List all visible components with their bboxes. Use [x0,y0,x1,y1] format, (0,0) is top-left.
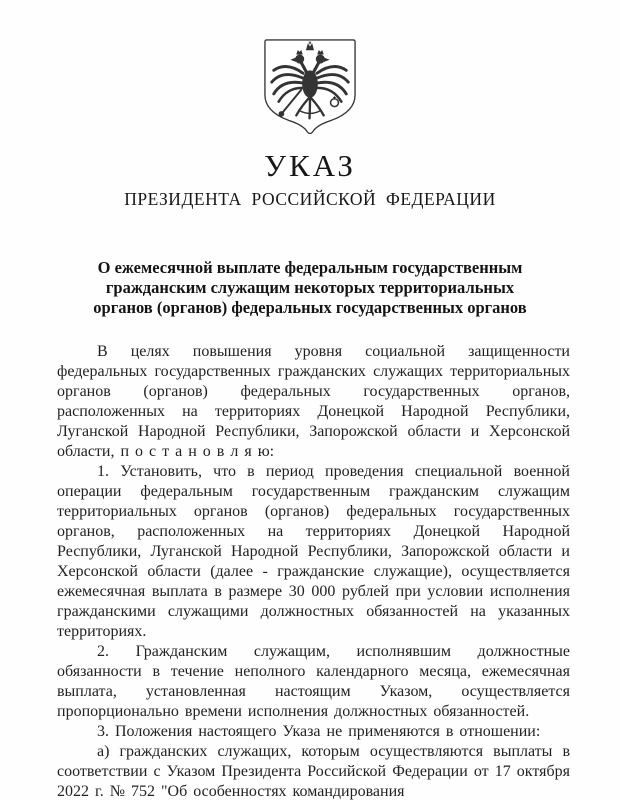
decree-subtitle: ПРЕЗИДЕНТА РОССИЙСКОЙ ФЕДЕРАЦИИ [124,189,496,209]
decree-subject-heading: О ежемесячной выплате федеральным государственным гражданским служащим некоторых территориальных органов (органов) федеральных государственных органов [93,258,527,317]
item-3-paragraph: 3. Положения настоящего Указа не применяются в отношении: [97,723,541,740]
item-1-paragraph: 1. Установить, что в период проведения специальной военной операции федеральным государственным гражданским служащим территориальных органов (органов) федеральных государственных органов, расположенных на территориях Донецкой Народной Республики, Луганской Народной Республики, Запорожской области и Херсонской области (далее - гражданские служащие), осуществляется ежемесячная выплата в размере 30 000 рублей при условии исполнения гражданскими служащими должностных обязанностей на указанных территориях. [57,463,570,640]
item-3a-paragraph: а) гражданских служащих, которым осуществляются выплаты в соответствии с Указом Президента Российской Федерации от 17 октября 2022 г. № 752 "Об особенностях командирования [57,743,570,800]
russian-coat-of-arms-icon [261,38,359,134]
decree-title: УКАЗ [264,148,356,183]
item-2-paragraph: 2. Гражданским служащим, исполнявшим должностные обязанности в течение неполного календарного месяца, ежемесячная выплата, установленная настоящим Указом, осуществляется пропорционально времени исполнения должностных обязанностей. [57,643,570,720]
preamble-paragraph: В целях повышения уровня социальной защищенности федеральных государственных гражданских служащих территориальных органов (органов) федеральных государственных органов, расположенных на территориях Донецкой Народной Республики, Луганской Народной Республики, Запорожской области и Херсонской области, п о с т а н о в л я ю: [57,343,570,460]
decree-body [0,342,620,800]
